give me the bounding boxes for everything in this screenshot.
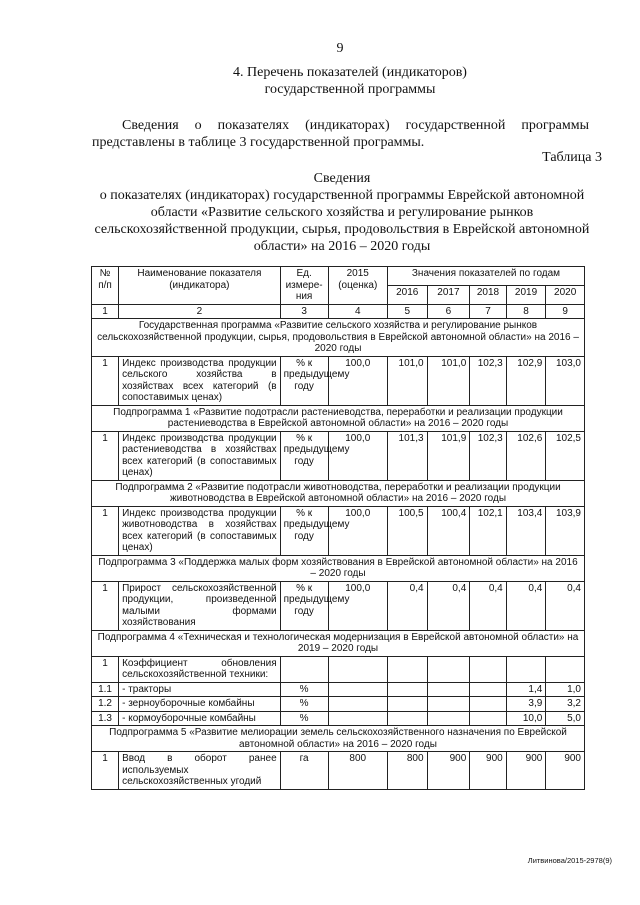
unit-cell: % к предыдущему году <box>280 431 328 480</box>
year-value: 102,3 <box>470 356 506 405</box>
table-row <box>92 581 585 630</box>
year-value: 800 <box>387 752 427 790</box>
year-value: 10,0 <box>506 711 546 726</box>
col-number: 1 <box>92 304 119 319</box>
indicator-name: Индекс производства продукции животноводства в хозяйствах всех категорий (в сопоставимых ценах) <box>119 506 281 555</box>
table-row <box>92 656 585 682</box>
year-value <box>546 656 585 682</box>
year-value: 3,2 <box>546 697 585 712</box>
year-value: 900 <box>427 752 470 790</box>
row-number: 1 <box>92 431 119 480</box>
row-number: 1.3 <box>92 711 119 726</box>
section-title-cell: Подпрограмма 2 «Развитие подотрасли животноводства, переработки и реализации продукции животноводства в Еврейской автономной области» на 2016 – 2020 годы <box>92 480 585 506</box>
year-value: 102,3 <box>470 431 506 480</box>
year-value <box>470 711 506 726</box>
year-value <box>470 656 506 682</box>
section-title-row <box>92 480 585 506</box>
table-row <box>92 356 585 405</box>
header-year: 2018 <box>470 285 506 304</box>
header-year: 2020 <box>546 285 585 304</box>
year-value: 101,0 <box>427 356 470 405</box>
intro-paragraph: Сведения о показателях (индикаторах) государственной программы представлены в таблице 3 государственной программы. <box>92 118 589 150</box>
unit-cell: га <box>280 752 328 790</box>
year-value: 0,4 <box>387 581 427 630</box>
table-label: Таблица 3 <box>542 150 602 165</box>
year-value <box>387 656 427 682</box>
unit-cell: % к предыдущему году <box>280 506 328 555</box>
indicator-name: Ввод в оборот ранее используемых сельскохозяйственных угодий <box>119 752 281 790</box>
table-caption <box>92 170 592 255</box>
section-title-line: государственной программы <box>264 82 436 97</box>
year-value <box>427 697 470 712</box>
year-value: 103,4 <box>506 506 546 555</box>
year-value: 900 <box>546 752 585 790</box>
base-value <box>328 656 387 682</box>
indicator-name: - зерноуборочные комбайны <box>119 697 281 712</box>
year-value: 102,5 <box>546 431 585 480</box>
caption-text: о показателях (индикаторах) государственной программы Еврейской автономной области «Развитие сельского хозяйства и регулирование рынков сельскохозяйственной продукции, сырья, продовольствия в Еврейской автономной области» на 2016 – 2020 годы <box>94 188 590 254</box>
section-title-row <box>92 555 585 581</box>
row-number: 1 <box>92 356 119 405</box>
table-row <box>92 697 585 712</box>
document-reference: Литвинова/2015-2978(9) <box>527 856 612 865</box>
caption-heading: Сведения <box>313 171 371 186</box>
year-value <box>427 711 470 726</box>
col-number: 5 <box>387 304 427 319</box>
column-numbers-row <box>92 304 585 319</box>
header-unit: Ед. измере-ния <box>280 267 328 305</box>
row-number: 1 <box>92 506 119 555</box>
section-title-cell: Подпрограмма 5 «Развитие мелиорации земель сельскохозяйственного назначения по Еврейской автономной области» на 2016 – 2020 годы <box>92 726 585 752</box>
indicator-name: - тракторы <box>119 682 281 697</box>
unit-cell: % к предыдущему году <box>280 356 328 405</box>
year-value <box>387 697 427 712</box>
year-value: 1,4 <box>506 682 546 697</box>
year-value: 101,9 <box>427 431 470 480</box>
year-value: 0,4 <box>470 581 506 630</box>
year-value: 900 <box>470 752 506 790</box>
section-title-cell: Подпрограмма 4 «Техническая и технологическая модернизация в Еврейской автономной области» на 2019 – 2020 годы <box>92 630 585 656</box>
unit-cell: % <box>280 697 328 712</box>
year-value: 3,9 <box>506 697 546 712</box>
year-value: 1,0 <box>546 682 585 697</box>
year-value: 900 <box>506 752 546 790</box>
row-number: 1 <box>92 656 119 682</box>
year-value: 0,4 <box>427 581 470 630</box>
base-value: 100,0 <box>328 356 387 405</box>
year-value: 100,4 <box>427 506 470 555</box>
year-value <box>387 711 427 726</box>
row-number: 1 <box>92 752 119 790</box>
header-num: № п/п <box>92 267 119 305</box>
base-value <box>328 697 387 712</box>
section-title <box>0 64 640 98</box>
indicator-name: Прирост сельскохозяйственной продукции, произведенной малыми формами хозяйствования <box>119 581 281 630</box>
table-row <box>92 752 585 790</box>
year-value: 5,0 <box>546 711 585 726</box>
section-title-row <box>92 405 585 431</box>
year-value <box>387 682 427 697</box>
section-title-row <box>92 726 585 752</box>
section-title-row <box>92 319 585 357</box>
page-number: 9 <box>336 41 344 56</box>
indicator-name: Индекс производства продукции растениеводства в хозяйствах всех категорий (в сопоставимых ценах) <box>119 431 281 480</box>
year-value: 102,1 <box>470 506 506 555</box>
year-value <box>470 697 506 712</box>
col-number: 4 <box>328 304 387 319</box>
indicators-table <box>91 266 585 790</box>
year-value: 103,9 <box>546 506 585 555</box>
col-number: 9 <box>546 304 585 319</box>
year-value <box>506 656 546 682</box>
table-row <box>92 506 585 555</box>
indicator-name: Индекс производства продукции сельского хозяйства в хозяйствах всех категорий (в сопоставимых ценах) <box>119 356 281 405</box>
year-value: 100,5 <box>387 506 427 555</box>
year-value: 103,0 <box>546 356 585 405</box>
unit-cell: % <box>280 711 328 726</box>
section-title-row <box>92 630 585 656</box>
unit-cell: % к предыдущему году <box>280 581 328 630</box>
year-value <box>470 682 506 697</box>
section-title-cell: Подпрограмма 1 «Развитие подотрасли растениеводства, переработки и реализации продукции растениеводства в Еврейской автономной области» на 2016 – 2020 годы <box>92 405 585 431</box>
header-row <box>92 267 585 286</box>
row-number: 1.1 <box>92 682 119 697</box>
header-year: 2016 <box>387 285 427 304</box>
col-number: 6 <box>427 304 470 319</box>
base-value: 800 <box>328 752 387 790</box>
year-value: 0,4 <box>506 581 546 630</box>
col-number: 8 <box>506 304 546 319</box>
section-title-cell: Государственная программа «Развитие сельского хозяйства и регулирование рынков сельскохозяйственной продукции, сырья, продовольствия в Еврейской автономной области» на 2016 – 2020 годы <box>92 319 585 357</box>
year-value: 101,0 <box>387 356 427 405</box>
base-value <box>328 682 387 697</box>
year-value <box>427 656 470 682</box>
col-number: 2 <box>119 304 281 319</box>
row-number: 1.2 <box>92 697 119 712</box>
header-values-group: Значения показателей по годам <box>387 267 584 286</box>
section-title-line: 4. Перечень показателей (индикаторов) <box>233 65 467 80</box>
col-number: 3 <box>280 304 328 319</box>
unit-cell: % <box>280 682 328 697</box>
year-value <box>427 682 470 697</box>
table-row <box>92 431 585 480</box>
base-value <box>328 711 387 726</box>
header-name: Наименование показателя (индикатора) <box>119 267 281 305</box>
base-value: 100,0 <box>328 581 387 630</box>
indicator-name: Коэффициент обновления сельскохозяйственной техники: <box>119 656 281 682</box>
table-row <box>92 682 585 697</box>
table-row <box>92 711 585 726</box>
header-base-year: 2015 (оценка) <box>328 267 387 305</box>
col-number: 7 <box>470 304 506 319</box>
year-value: 102,9 <box>506 356 546 405</box>
indicator-name: - кормоуборочные комбайны <box>119 711 281 726</box>
row-number: 1 <box>92 581 119 630</box>
header-year: 2017 <box>427 285 470 304</box>
section-title-cell: Подпрограмма 3 «Поддержка малых форм хозяйствования в Еврейской автономной области» на 2016 – 2020 годы <box>92 555 585 581</box>
base-value: 100,0 <box>328 506 387 555</box>
year-value: 102,6 <box>506 431 546 480</box>
year-value: 0,4 <box>546 581 585 630</box>
year-value: 101,3 <box>387 431 427 480</box>
header-year: 2019 <box>506 285 546 304</box>
unit-cell <box>280 656 328 682</box>
base-value: 100,0 <box>328 431 387 480</box>
